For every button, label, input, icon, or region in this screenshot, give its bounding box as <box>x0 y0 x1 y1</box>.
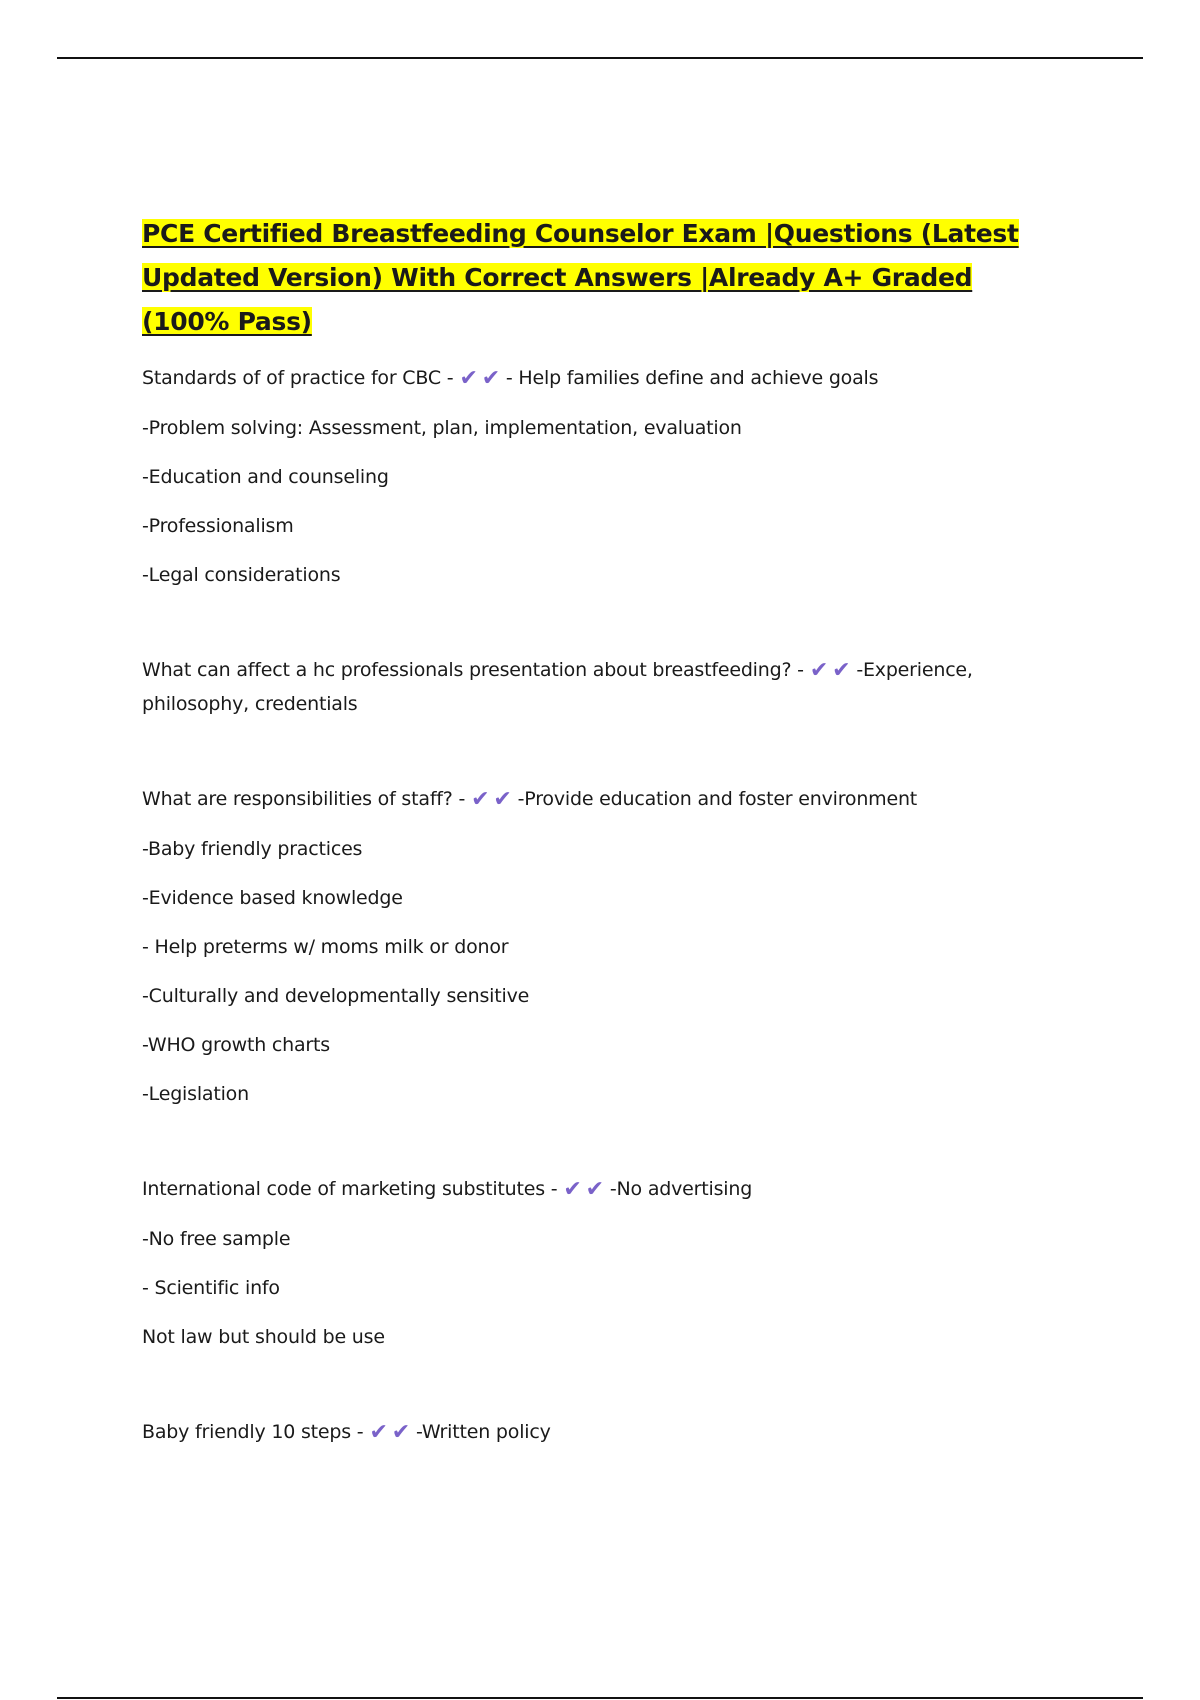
answer-line: -No free sample <box>142 1228 291 1250</box>
answer-line: -Legislation <box>142 1083 249 1105</box>
check-icon: ✔ <box>459 366 478 391</box>
answer-marker <box>457 363 501 396</box>
answer-line: - Help preterms w/ moms milk or donor <box>142 936 509 958</box>
answer-line: -Legal considerations <box>142 564 341 586</box>
check-icon: ✔ <box>563 1177 582 1202</box>
check-icon: ✔ <box>493 787 512 812</box>
answer-text: -Provide education and foster environment <box>517 788 918 810</box>
check-icon: ✔ <box>832 658 851 683</box>
answer-marker <box>469 784 513 817</box>
qa-item <box>142 1416 1042 1450</box>
answer-text: - Help families define and achieve goals <box>505 367 879 389</box>
answer-marker <box>561 1174 605 1207</box>
answer-line: Not law but should be use <box>142 1326 385 1348</box>
check-icon: ✔ <box>585 1177 604 1202</box>
answer-marker <box>808 655 852 688</box>
check-icon: ✔ <box>369 1420 388 1445</box>
answer-text: -No advertising <box>609 1178 753 1200</box>
qa-item <box>142 362 1042 396</box>
document-body <box>142 212 1042 1466</box>
question-text: What can affect a hc professionals presentation about breastfeeding? - <box>142 659 804 681</box>
answer-line: -Culturally and developmentally sensitive <box>142 985 530 1007</box>
answer-text: -Experience, philosophy, credentials <box>142 659 973 715</box>
answer-line: -Professionalism <box>142 515 294 537</box>
title-text: PCE Certified Breastfeeding Counselor Exam |Questions (Latest Updated Version) With Correct Answers |Already A+ Graded (100% Pass) <box>142 219 1019 336</box>
question-text: Standards of of practice for CBC - <box>142 367 454 389</box>
answer-line: -Problem solving: Assessment, plan, implementation, evaluation <box>142 417 742 439</box>
check-icon: ✔ <box>809 658 829 683</box>
check-icon: ✔ <box>391 1420 410 1445</box>
answer-line: -Baby friendly practices <box>142 838 363 860</box>
answer-marker <box>367 1417 411 1450</box>
bottom-rule <box>57 1697 1143 1699</box>
qa-item <box>142 1173 1042 1207</box>
answer-line: -Evidence based knowledge <box>142 887 403 909</box>
answer-text: -Written policy <box>415 1421 551 1443</box>
document-title <box>142 212 1042 344</box>
question-text: International code of marketing substitutes - <box>142 1178 558 1200</box>
answer-line: -WHO growth charts <box>142 1034 330 1056</box>
check-icon: ✔ <box>471 787 490 812</box>
answer-line: - Scientific info <box>142 1277 280 1299</box>
qa-item <box>142 654 1042 721</box>
question-text: What are responsibilities of staff? - <box>142 788 466 810</box>
question-text: Baby friendly 10 steps - <box>142 1421 364 1443</box>
qa-item <box>142 783 1042 817</box>
answer-line: -Education and counseling <box>142 466 389 488</box>
check-icon: ✔ <box>481 366 500 391</box>
top-rule <box>57 57 1143 59</box>
